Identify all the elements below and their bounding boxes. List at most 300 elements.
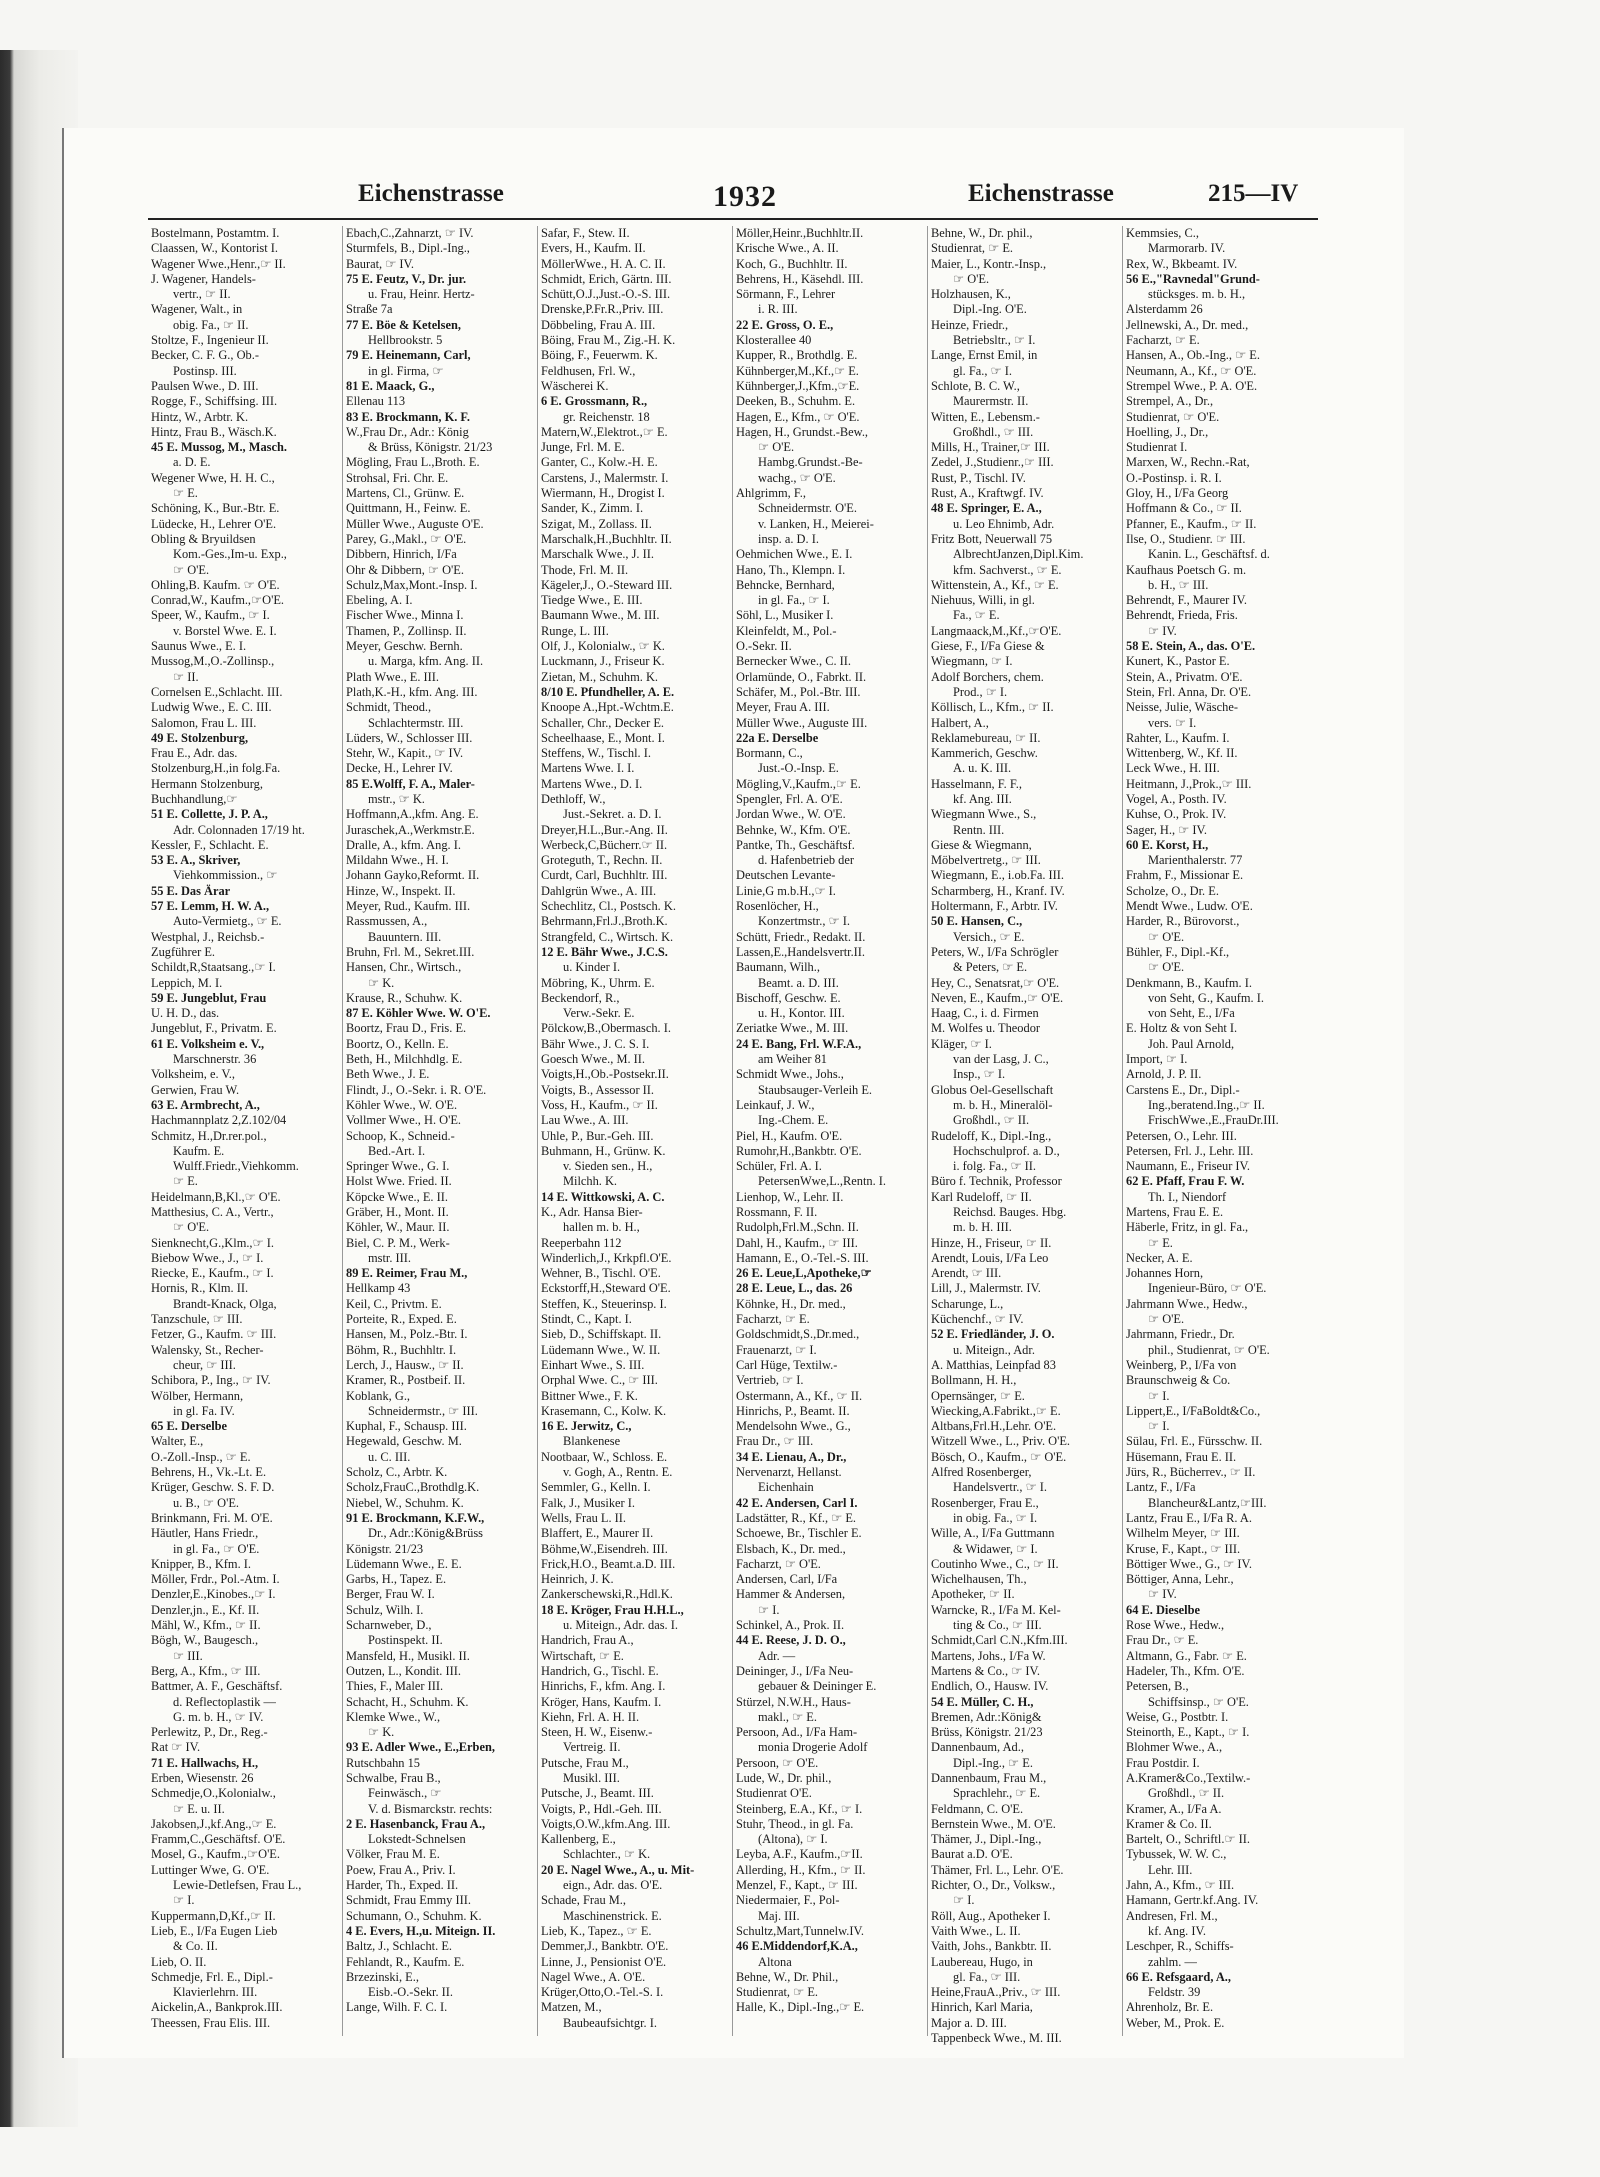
directory-entry: Kupper, R., Brothdlg. E. [736,348,858,363]
directory-entry: ☞ K. [368,975,395,990]
directory-entry: mstr., ☞ K. [368,791,425,806]
directory-entry: u. Marga, kfm. Ang. II. [368,654,484,669]
directory-entry: Juraschek,A.,Werkmstr.E. [346,822,475,837]
directory-entry: Jordan Wwe., W. O'E. [736,807,846,822]
directory-entry: Studienrat, ☞ E. [736,1985,818,2000]
directory-entry: Jürs, R., Bücherrev., ☞ II. [1126,1465,1256,1480]
directory-entry: Lüdecke, H., Lehrer O'E. [151,516,277,531]
directory-entry: Lantz, F., I/Fa [1126,1480,1196,1495]
directory-entry: Ladstätter, R., Kf., ☞ E. [736,1510,857,1525]
directory-entry: phil., Studienrat, ☞ O'E. [1148,1342,1270,1357]
directory-entry: Carl Hüge, Textilw.- [736,1357,838,1372]
directory-entry: ☞ I. [1148,1388,1170,1403]
directory-entry: Bähr Wwe., J. C. S. I. [541,1036,650,1051]
directory-entry: Olf, J., Kolonialw., ☞ K. [541,639,665,654]
directory-entry: Springer Wwe., G. I. [346,1159,450,1174]
directory-column-4 [733,226,928,2036]
directory-entry: Insp., ☞ I. [953,1067,1006,1082]
directory-entry: v. Lanken, H., Meierei- [758,516,874,531]
directory-entry: Häutler, Hans Friedr., [151,1526,259,1541]
directory-entry: Lieb, E., I/Fa Eugen Lieb [151,1923,278,1938]
directory-entry: Wichelhausen, Th., [931,1572,1027,1587]
directory-entry: Tappenbeck Wwe., M. III. [931,2031,1062,2046]
directory-entry: Decke, H., Lehrer IV. [346,761,453,776]
directory-entry: 77 E. Böe & Ketelsen, [346,317,461,332]
directory-entry: Plath,K.-H., kfm. Ang. III. [346,684,478,699]
directory-entry: Boortz, Frau D., Fris. E. [346,1021,467,1036]
directory-entry: Wilhelm Meyer, ☞ III. [1126,1526,1240,1541]
directory-entry: Hinrichs, F., kfm. Ang. I. [541,1679,666,1694]
directory-entry: Arnold, J. P. II. [1126,1067,1202,1082]
directory-entry: gl. Fa., ☞ III. [953,1969,1021,1984]
directory-entry: Rogge, F., Schiffsing. III. [151,394,278,409]
directory-entry: Wehner, B., Tischl. O'E. [541,1266,661,1281]
directory-entry: Bostelmann, Postamtm. I. [151,226,280,240]
directory-entry: Demmer,J., Bankbtr. O'E. [541,1939,669,1954]
directory-entry: 93 E. Adler Wwe., E.,Erben, [346,1740,495,1755]
directory-entry: Fritz Bott, Neuerwall 75 [931,531,1053,546]
directory-entry: Nootbaar, W., Schloss. E. [541,1449,668,1464]
directory-entry: d. Reflectoplastik — [173,1694,276,1709]
directory-entry: Zedel, J.,Studienr.,☞ III. [931,455,1054,470]
directory-entry: Drenske,P.Fr.R.,Priv. III. [541,302,664,317]
directory-entry: gl. Fa., ☞ I. [953,363,1012,378]
directory-entry: Scholz, C., Arbtr. K. [346,1465,448,1480]
directory-entry: Behncke, Bernhard, [736,577,835,592]
directory-entry: Hamann, E., O.-Tel.-S. III. [736,1250,869,1265]
directory-entry: Apotheker, ☞ II. [931,1587,1015,1602]
directory-entry: Bernecker Wwe., C. II. [736,654,852,669]
directory-entry: Marschnerstr. 36 [173,1052,257,1067]
directory-entry: Ing.-Chem. E. [758,1113,829,1128]
directory-entry: Lienhop, W., Lehr. II. [736,1189,844,1204]
directory-entry: FrischWwe.,E.,FrauDr.III. [1148,1113,1279,1128]
directory-entry: Oehmichen Wwe., E. I. [736,547,853,562]
directory-entry: Mansfeld, H., Musikl. II. [346,1648,470,1663]
directory-entry: Thies, F., Maler III. [346,1679,444,1694]
directory-entry: in gl. Fa. IV. [173,1403,235,1418]
directory-entry: Sörmann, F., Lehrer [736,287,836,302]
directory-entry: Martens & Co., ☞ IV. [931,1663,1040,1678]
directory-entry: Wagener Wwe.,Henr.,☞ II. [151,256,286,271]
directory-entry: Mögling, Frau L.,Broth. E. [346,455,480,470]
directory-entry: Frau Postdir. I. [1126,1755,1200,1770]
directory-entry: Sienknecht,G.,Klm.,☞ I. [151,1235,274,1250]
directory-entry: Import, ☞ I. [1126,1052,1188,1067]
directory-entry: Bormann, C., [736,746,803,761]
directory-entry: Becker, C. F. G., Ob.- [151,348,259,363]
directory-entry: Buchhandlung,☞ [151,791,238,806]
directory-entry: Thämer, Frl. L., Lehr. O'E. [931,1862,1064,1877]
directory-entry: W.,Frau Dr., Adr.: König [346,424,469,439]
directory-entry: Winderlich,J., Krkpfl.O'E. [541,1250,672,1265]
directory-entry: Staubsauger-Verleih E. [758,1082,872,1097]
page-header [148,180,1318,220]
directory-entry: Ahrenholz, Br. E. [1126,2000,1214,2015]
directory-entry: Putsche, J., Beamt. III. [541,1786,654,1801]
directory-entry: Häberle, Fritz, in gl. Fa., [1126,1220,1249,1235]
directory-entry: Holtermann, F., Arbtr. IV. [931,899,1058,914]
directory-entry: Facharzt, ☞ E. [736,1312,810,1327]
directory-entry: Speer, W., Kaufm., ☞ I. [151,608,270,623]
directory-entry: & Widawer, ☞ I. [953,1541,1038,1556]
directory-entry: Marmorarb. IV. [1148,241,1226,256]
directory-entry: Framm,C.,Geschäftsf. O'E. [151,1832,286,1847]
directory-entry: 26 E. Leue,L,Apotheke,☞ [736,1266,872,1281]
directory-entry: ting & Co., ☞ III. [953,1618,1042,1633]
directory-entry: Dralle, A., kfm. Ang. I. [346,837,461,852]
directory-entry: u. C. III. [368,1449,411,1464]
directory-entry: Dethloff, W., [541,791,606,806]
directory-entry: Hoffmann,A.,kfm. Ang. E. [346,807,479,822]
directory-entry: Luckmann, J., Friseur K. [541,654,665,669]
directory-entry: Thamen, P., Zollinsp. II. [346,623,467,638]
directory-entry: Stein, Frl. Anna, Dr. O'E. [1126,684,1252,699]
directory-entry: Rumohr,H.,Bankbtr. O'E. [736,1143,862,1158]
directory-entry: Schöning, K., Bur.-Btr. E. [151,501,280,516]
directory-entry: Plath Wwe., E. III. [346,669,440,684]
directory-entry: Handrich, G., Tischl. E. [541,1663,659,1678]
directory-entry: Just.-O.-Insp. E. [758,761,839,776]
directory-entry: Wille, A., I/Fa Guttmann [931,1526,1055,1541]
directory-entry: hallen m. b. H., [563,1220,640,1235]
directory-entry: Deutschen Levante- [736,868,836,883]
directory-entry: Groteguth, T., Rechn. II. [541,853,663,868]
directory-entry: 59 E. Jungeblut, Frau [151,990,267,1005]
directory-entry: Hachmannplatz 2,Z.102/04 [151,1113,287,1128]
directory-entry: Obling & Bryuildsen [151,531,256,546]
directory-entry: Hano, Th., Klempn. I. [736,562,846,577]
directory-column-5 [928,226,1123,2046]
directory-entry: Fetzer, G., Kaufm. ☞ III. [151,1327,277,1342]
directory-entry: Schiffsinsp., ☞ O'E. [1148,1694,1249,1709]
directory-entry: & Peters, ☞ E. [953,960,1028,975]
directory-entry: 63 E. Armbrecht, A., [151,1097,260,1112]
directory-entry: u. Miteign., Adr. [953,1342,1035,1357]
directory-entry: i. folg. Fa., ☞ II. [953,1159,1037,1174]
directory-entry: Altona [758,1954,792,1969]
directory-entry: U. H. D., das. [151,1006,220,1021]
directory-entry: Schütt,O.J.,Just.-O.-S. III. [541,287,671,302]
directory-entry: Rust, A., Kraftwgf. IV. [931,486,1044,501]
street-title-left: Eichenstrasse [358,180,504,207]
directory-column-3 [538,226,733,2036]
directory-entry: Dahl, H., Kaufm., ☞ III. [736,1235,858,1250]
directory-entry: Pfanner, E., Kaufm., ☞ II. [1126,516,1257,531]
directory-entry: Böhm, R., Buchhltr. I. [346,1342,457,1357]
directory-entry: Hinrich, Karl Maria, [931,2000,1033,2015]
directory-entry: & Brüss, Königstr. 21/23 [368,440,493,455]
directory-entry: V. d. Bismarckstr. rechts: [368,1801,493,1816]
directory-entry: ☞ IV. [1148,1587,1177,1602]
directory-entry: Denzler,jn., E., Kf. II. [151,1602,260,1617]
directory-entry: Alsterdamm 26 [1126,302,1203,317]
directory-entry: Persoon, ☞ O'E. [736,1755,819,1770]
directory-entry: Baltz, J., Schlacht. E. [346,1939,452,1954]
directory-entry: Koblank, G., [346,1388,411,1403]
directory-entry: Curdt, Carl, Buchhltr. III. [541,868,668,883]
directory-entry: Brandt-Knack, Olga, [173,1296,277,1311]
directory-entry: Lassen,E.,Handelsvertr.II. [736,944,866,959]
directory-entry: ☞ O'E. [1148,1312,1185,1327]
directory-entry: Rust, P., Tischl. IV. [931,470,1026,485]
directory-entry: O.-Postinsp. i. R. I. [1126,470,1222,485]
directory-entry: Facharzt, ☞ O'E. [736,1556,821,1571]
directory-entry: Behrendt, Frieda, Fris. [1126,608,1238,623]
directory-entry: G. m. b. H., ☞ IV. [173,1709,264,1724]
directory-entry: Neven, E., Kaufm.,☞ O'E. [931,990,1064,1005]
directory-entry: Hellbrookstr. 5 [368,333,443,348]
directory-entry: Martens, Cl., Grünw. E. [346,486,465,501]
directory-entry: Meyer, Rud., Kaufm. III. [346,899,471,914]
directory-entry: Baumann Wwe., M. III. [541,608,660,623]
directory-entry: Schmidt,Carl C.N.,Kfm.III. [931,1633,1068,1648]
directory-entry: m. b. H. III. [953,1220,1012,1235]
directory-entry: Kaufm. E. [173,1143,225,1158]
directory-entry: Holst Wwe. Fried. II. [346,1174,452,1189]
directory-entry: Mähl, W., Kfm., ☞ II. [151,1618,261,1633]
directory-entry: Just.-Sekret. a. D. I. [563,807,662,822]
directory-entry: Schmidt, Theod., [346,700,432,715]
directory-entry: Postinspekt. II. [368,1633,443,1648]
directory-entry: 64 E. Dieselbe [1126,1602,1200,1617]
directory-entry: Kuppermann,D,Kf.,☞ II. [151,1908,276,1923]
directory-entry: Beth Wwe., J. E. [346,1067,430,1082]
directory-entry: Ilse, O., Studienr. ☞ III. [1126,531,1246,546]
directory-entry: Heidelmann,B,Kl.,☞ O'E. [151,1189,281,1204]
directory-entry: 57 E. Lemm, H. W. A., [151,899,270,914]
directory-entry: Alfred Rosenberger, [931,1465,1032,1480]
directory-entry: Linie,G m.b.H.,☞ I. [736,883,836,898]
directory-entry: Feinwäsch., ☞ [368,1786,442,1801]
directory-entry: Sturmfels, B., Dipl.-Ing., [346,241,470,256]
directory-entry: Carstens E., Dr., Dipl.- [1126,1082,1240,1097]
directory-entry: Martens Wwe., D. I. [541,776,643,791]
directory-entry: Goldschmidt,S.,Dr.med., [736,1327,860,1342]
directory-entry: u. H., Kontor. III. [758,1006,845,1021]
directory-entry: Tiedge Wwe., E. III. [541,593,643,608]
directory-entry: Zeriatke Wwe., M. III. [736,1021,849,1036]
directory-entry: Baurat a.D. O'E. [931,1847,1013,1862]
directory-entry: Vertreig. II. [563,1740,621,1755]
directory-entry: Sager, H., ☞ IV. [1126,822,1207,837]
directory-entry: Reklamebureau, ☞ II. [931,730,1041,745]
directory-entry: Lüders, W., Schlosser III. [346,730,473,745]
directory-entry: Kessler, F., Schlacht. E. [151,837,269,852]
directory-entry: Schlachtermstr. III. [368,715,464,730]
directory-entry: Wiegmann, E., i.ob.Fa. III. [931,868,1065,883]
directory-entry: Piel, H., Kaufm. O'E. [736,1128,843,1143]
directory-entry: Schlote, B. C. W., [931,378,1020,393]
directory-entry: 34 E. Lienau, A., Dr., [736,1449,847,1464]
directory-entry: 71 E. Hallwachs, H., [151,1755,259,1770]
directory-entry: wachg., ☞ O'E. [758,470,836,485]
directory-entry: Orlamünde, O., Fabrkt. II. [736,669,867,684]
directory-entry: Rutschbahn 15 [346,1755,420,1770]
directory-entry: Müller Wwe., Auguste III. [736,715,868,730]
directory-entry: Feldhusen, Frl. W., [541,363,636,378]
directory-entry: Kammerich, Geschw. [931,746,1038,761]
directory-entry: Knoope A.,Hpt.-Wchtm.E. [541,700,674,715]
directory-entry: Adr. Colonnaden 17/19 ht. [173,822,305,837]
directory-entry: Zugführer E. [151,944,215,959]
directory-entry: Deininger, J., I/Fa Neu- [736,1663,854,1678]
directory-entry: Schmidt, Frau Emmy III. [346,1893,471,1908]
directory-entry: Maschinenstrick. E. [563,1908,662,1923]
directory-entry: ☞ E. [173,1174,198,1189]
directory-entry: Westphal, J., Reichsb.- [151,929,265,944]
directory-entry: Marxen, W., Rechn.-Rat, [1126,455,1250,470]
directory-entry: Keil, C., Privtm. E. [346,1296,442,1311]
directory-entry: Jahn, A., Kfm., ☞ III. [1126,1878,1235,1893]
directory-entry: Arendt, ☞ III. [931,1266,1002,1281]
directory-entry: Richter, O., Dr., Volksw., [931,1878,1056,1893]
directory-entry: Böttiger, Anna, Lehr., [1126,1572,1234,1587]
directory-entry: Vollmer Wwe., H. O'E. [346,1113,461,1128]
directory-entry: Warncke, R., I/Fa M. Kel- [931,1602,1061,1617]
directory-entry: Kramer & Co. II. [1126,1816,1212,1831]
directory-entry: Fa., ☞ E. [953,608,1000,623]
directory-entry: i. R. III. [758,302,798,317]
directory-entry: Boortz, O., Kelln. E. [346,1036,449,1051]
directory-entry: Johannes Horn, [1126,1266,1204,1281]
directory-entry: Voss, H., Kaufm., ☞ II. [541,1097,658,1112]
directory-entry: Giese, F., I/Fa Giese & [931,639,1045,654]
directory-entry: Hintz, Frau B., Wäsch.K. [151,424,277,439]
directory-entry: in gl. Firma, ☞ [368,363,444,378]
directory-entry: Ostermann, A., Kf., ☞ II. [736,1388,863,1403]
directory-entry: M. Wolfes u. Theodor [931,1021,1041,1036]
directory-entry: Beamt. a. D. III. [758,975,839,990]
directory-entry: Krasemann, C., Kolw. K. [541,1403,667,1418]
directory-entry: Maurermstr. II. [953,394,1029,409]
directory-entry: Großhdl., ☞ II. [1148,1786,1225,1801]
directory-entry: u. B., ☞ O'E. [173,1495,240,1510]
directory-entry: Battmer, A. F., Geschäftsf. [151,1679,283,1694]
directory-entry: Voigts,O.W.,kfm.Ang. III. [541,1816,671,1831]
directory-entry: Matthesius, C. A., Vertr., [151,1205,274,1219]
directory-entry: Schlachter., ☞ K. [563,1847,651,1862]
directory-entry: (Altona), ☞ I. [758,1832,828,1847]
directory-entry: Ingenieur-Büro, ☞ O'E. [1148,1281,1267,1296]
directory-entry: Schütt, Friedr., Redakt. II. [736,929,866,944]
directory-entry: Möller, Frdr., Pol.-Atm. I. [151,1572,280,1587]
directory-entry: Köhler, W., Maur. II. [346,1220,450,1235]
directory-entry: Luttinger Wwe, G. O'E. [151,1862,270,1877]
directory-entry: Vogel, A., Posth. IV. [1126,791,1227,806]
directory-entry: Hey, C., Senatsrat,☞ O'E. [931,975,1060,990]
directory-entry: Krische Wwe., A. II. [736,241,839,256]
directory-entry: Krüger,Otto,O.-Tel.-S. I. [541,1985,664,2000]
directory-entry: Braunschweig & Co. [1126,1373,1231,1388]
directory-entry: Rassmussen, A., [346,914,428,929]
directory-entry: Frauenarzt, ☞ I. [736,1342,817,1357]
directory-entry: Major a. D. III. [931,2015,1007,2030]
directory-entry: ☞ II. [173,669,199,684]
directory-entry: Matern,W.,Elektrot.,☞ E. [541,424,668,439]
directory-entry: Kom.-Ges.,Im-u. Exp., [173,547,287,562]
directory-entry: cheur, ☞ III. [173,1357,236,1372]
directory-entry: Orphal Wwe. C., ☞ III. [541,1373,658,1388]
directory-entry: Knipper, B., Kfm. I. [151,1556,251,1571]
directory-entry: am Weiher 81 [758,1052,827,1067]
directory-entry: mstr. III. [368,1250,412,1265]
directory-entry: Schüler, Frl. A. I. [736,1159,822,1174]
directory-entry: Hamann, Gertr.kf.Ang. IV. [1126,1893,1259,1908]
directory-entry: Stehr, W., Kapit., ☞ IV. [346,746,464,761]
directory-entry: Allerding, H., Kfm., ☞ II. [736,1862,866,1877]
directory-entry: gebauer & Deininger E. [758,1679,877,1694]
directory-entry: Wirtschaft, ☞ E. [541,1648,624,1663]
directory-entry: Klosterallee 40 [736,333,812,348]
directory-entry: Stoltze, F., Ingenieur II. [151,333,269,348]
directory-entry: Frau E., Adr. das. [151,746,238,761]
directory-entry: Dreyer,H.L.,Bur.-Ang. II. [541,822,668,837]
directory-entry: Blankenese [563,1434,621,1449]
directory-entry: Wäscherei K. [541,378,609,393]
directory-entry: Köpcke Wwe., E. II. [346,1189,448,1204]
directory-entry: Dannenbaum, Ad., [931,1740,1024,1755]
directory-entry: 58 E. Stein, A., das. O'E. [1126,639,1256,654]
directory-entry: Quittmann, H., Feinw. E. [346,501,471,516]
directory-entry: Rudeloff, K., Dipl.-Ing., [931,1128,1052,1143]
directory-entry: Nagel Wwe., A. O'E. [541,1969,646,1984]
directory-entry: Wölber, Hermann, [151,1388,244,1403]
directory-entry: Großhdl., ☞ II. [953,1113,1030,1128]
directory-entry: Reeperbahn 112 [541,1235,622,1250]
directory-entry: Auto-Vermietg., ☞ E. [173,914,282,929]
directory-entry: Krüger, Geschw. S. F. D. [151,1480,275,1495]
directory-entry: Prod., ☞ I. [953,684,1008,699]
directory-entry: 83 E. Brockmann, K. F. [346,409,470,424]
directory-entry: Möbelvertretg., ☞ III. [931,853,1041,868]
directory-entry: Rahter, L., Kaufm. I. [1126,730,1230,745]
directory-entry: ☞ O'E. [173,562,210,577]
directory-entry: Lantz, Frau E., I/Fa R. A. [1126,1510,1252,1525]
directory-entry: Frick,H.O., Beamt.a.D. III. [541,1556,676,1571]
directory-entry: Porteite, R., Exped. E. [346,1312,457,1327]
directory-entry: Klemke Wwe., W., [346,1709,441,1724]
directory-entry: Jahrmann Wwe., Hedw., [1126,1296,1248,1311]
directory-entry: Kühnberger,M.,Kf.,☞ E. [736,363,859,378]
directory-entry: 4 E. Evers, H.,u. Miteign. II. [346,1923,496,1938]
directory-entry: 91 E. Brockmann, K.F.W., [346,1510,485,1525]
directory-entry: Schulz, Wilh. I. [346,1602,424,1617]
directory-entry: Fischer Wwe., Minna I. [346,608,464,623]
directory-entry: Saunus Wwe., E. I. [151,639,247,654]
directory-entry: 20 E. Nagel Wwe., A., u. Mit- [541,1862,695,1877]
directory-entry: v. Borstel Wwe. E. I. [173,623,277,638]
directory-entry: Rex, W., Bkbeamt. IV. [1126,256,1238,271]
directory-entry: Beckendorf, R., [541,990,620,1005]
directory-entry: ☞ I. [953,1893,975,1908]
directory-entry: 66 E. Refsgaard, A., [1126,1969,1231,1984]
directory-entry: Lieb, O. II. [151,1954,207,1969]
directory-entry: Verw.-Sekr. E. [563,1006,635,1021]
directory-entry: Heitmann, J.,Prok.,☞ III. [1126,776,1252,791]
directory-entry: Niedermaier, F., Pol- [736,1893,840,1908]
directory-entry: Konzertmstr., ☞ I. [758,914,850,929]
directory-entry: Giese & Wiegmann, [931,837,1032,852]
directory-entry: Viehkommission., ☞ [173,868,278,883]
directory-entry: Kröger, Hans, Kaufm. I. [541,1694,662,1709]
directory-entry: Büro f. Technik, Professor [931,1174,1062,1189]
directory-entry: Menzel, F., Kapt., ☞ III. [736,1878,858,1893]
directory-entry: Halle, K., Dipl.-Ing.,☞ E. [736,2000,865,2015]
directory-entry: Lüdemann Wwe., W. II. [541,1342,661,1357]
directory-entry: Mögling,V.,Kaufm.,☞ E. [736,776,861,791]
directory-entry: Kühnberger,J.,Kfm.,☞E. [736,378,860,393]
